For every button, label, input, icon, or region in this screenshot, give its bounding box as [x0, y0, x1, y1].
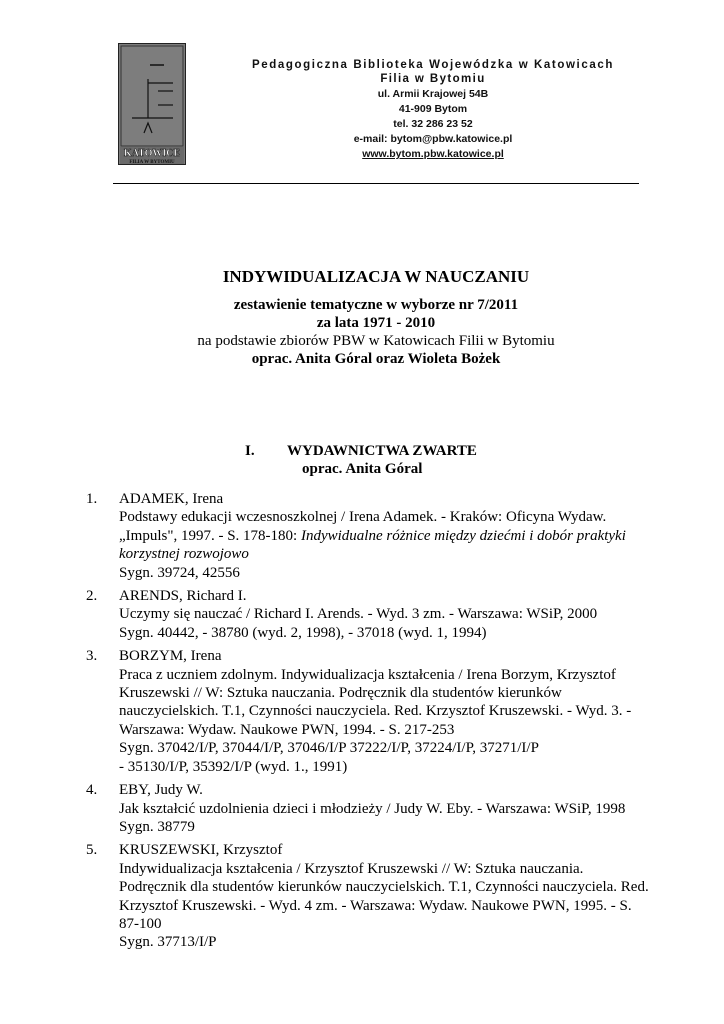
entry-signature: Sygn. 37713/I/P [119, 934, 217, 951]
document-title: INDYWIDUALIZACJA W NAUCZANIU [222, 267, 530, 286]
svg-text:KATOWICE: KATOWICE [123, 148, 181, 159]
document-subtitle: zestawienie tematyczne w wyborze nr 7/2011 [233, 297, 519, 313]
list-item [86, 647, 646, 776]
email-address: e-mail: bytom@pbw.katowice.pl [353, 133, 513, 145]
list-item [86, 490, 646, 582]
entry-chapter-title-cont: korzystnej rozwojowo [119, 546, 249, 563]
svg-text:FILIA W BYTOMIU: FILIA W BYTOMIU [129, 160, 175, 165]
library-logo-emblem [118, 43, 186, 165]
phone-number: tel. 32 286 23 52 [393, 118, 473, 130]
entry-line: Indywidualizacja kształcenia / Krzysztof Kruszewski // W: Sztuka nauczania. [119, 860, 584, 877]
section-number: I. [245, 443, 255, 459]
entry-line: 87-100 [119, 915, 162, 932]
entry-body [119, 781, 646, 836]
section-heading [245, 442, 545, 478]
list-item [86, 587, 646, 642]
section-author: oprac. Anita Góral [302, 461, 423, 477]
library-header [228, 58, 638, 162]
library-logo [118, 43, 186, 165]
section-title: WYDAWNICTWA ZWARTE [287, 443, 477, 459]
entry-number: 5. [86, 842, 98, 859]
address-street: ul. Armii Krajowej 54B [377, 88, 489, 100]
entry-number: 2. [86, 588, 98, 605]
entry-author: EBY, Judy W. [119, 782, 203, 799]
entry-line: Uczymy się nauczać / Richard I. Arends. - Wyd. 3 zm. - Warszawa: WSiP, 2000 [119, 606, 598, 623]
address-city: 41-909 Bytom [398, 103, 468, 115]
entry-line: Kruszewski // W: Sztuka nauczania. Podręcznik dla studentów kierunków [119, 685, 562, 702]
entry-author: ADAMEK, Irena [119, 491, 224, 507]
entry-body [119, 490, 646, 582]
header-divider [113, 183, 639, 184]
bibliography-list [86, 490, 649, 957]
website-link[interactable]: www.bytom.pbw.katowice.pl [362, 148, 504, 160]
entry-line: Warszawa: Wydaw. Naukowe PWN, 1994. - S. 217-253 [119, 721, 455, 738]
entry-line [119, 527, 646, 545]
entry-text: „Impuls", 1997. - S. 178-180: [119, 527, 301, 544]
entry-author: ARENDS, Richard I. [119, 588, 247, 605]
entry-author: BORZYM, Irena [119, 648, 222, 665]
entry-line: nauczycielskich. T.1, Czynności nauczyciela. Red. Krzysztof Kruszewski. - Wyd. 3. - [119, 703, 632, 720]
entry-line: Podręcznik dla studentów kierunków nauczycielskich. T.1, Czynności nauczyciela. Red. [119, 879, 649, 896]
entry-chapter-title: Indywidualne różnice między dziećmi i dobór praktyki [300, 527, 626, 544]
entry-number: 3. [86, 648, 98, 665]
entry-number: 4. [86, 782, 98, 799]
compilers: oprac. Anita Góral oraz Wioleta Bożek [251, 351, 501, 367]
entry-body [119, 587, 646, 642]
entry-signature: Sygn. 40442, - 38780 (wyd. 2, 1998), - 37018 (wyd. 1, 1994) [119, 624, 487, 641]
entry-body [119, 647, 646, 776]
date-range: za lata 1971 - 2010 [316, 315, 436, 331]
entry-line: Praca z uczniem zdolnym. Indywidualizacja kształcenia / Irena Borzym, Krzysztof [119, 666, 616, 683]
entry-line: Krzysztof Kruszewski. - Wyd. 4 zm. - Warszawa: Wydaw. Naukowe PWN, 1995. - S. [119, 897, 632, 914]
entry-signature: Sygn. 38779 [119, 818, 195, 835]
list-item [86, 781, 646, 836]
entry-signature: Sygn. 39724, 42556 [119, 564, 240, 581]
entry-signature: - 35130/I/P, 35392/I/P (wyd. 1., 1991) [119, 758, 348, 775]
entry-signature: Sygn. 37042/I/P, 37044/I/P, 37046/I/P 37222/I/P, 37224/I/P, 37271/I/P [119, 740, 539, 757]
entry-line: Podstawy edukacji wczesnoszkolnej / Irena Adamek. - Kraków: Oficyna Wydaw. [119, 509, 607, 526]
library-name: Pedagogiczna Biblioteka Wojewódzka w Katowicach [252, 59, 614, 71]
entry-body [119, 841, 649, 951]
entry-author: KRUSZEWSKI, Krzysztof [119, 842, 283, 859]
entry-line: Jak kształcić uzdolnienia dzieci i młodzieży / Judy W. Eby. - Warszawa: WSiP, 1998 [119, 800, 626, 817]
title-block [113, 268, 639, 368]
source-note: na podstawie zbiorów PBW w Katowicach Filii w Bytomiu [197, 333, 555, 349]
list-item [86, 841, 649, 951]
entry-number: 1. [86, 491, 98, 507]
branch-name: Filia w Bytomiu [380, 73, 486, 85]
